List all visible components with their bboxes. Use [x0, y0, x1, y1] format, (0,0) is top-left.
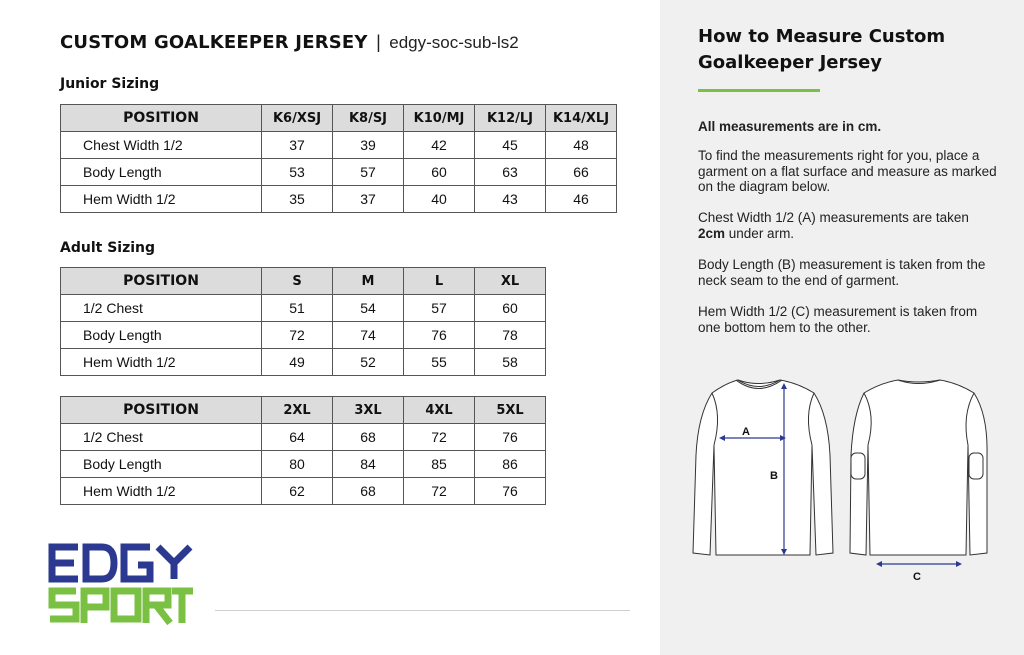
table-cell: 76 [475, 424, 546, 451]
column-header: K14/XLJ [546, 105, 617, 132]
table-cell: 72 [404, 478, 475, 505]
product-code: edgy-soc-sub-ls2 [389, 33, 519, 52]
label-a: A [742, 426, 750, 438]
guide-title: How to Measure Custom Goalkeeper Jersey [698, 26, 946, 73]
table-cell: 60 [404, 159, 475, 186]
table-header-row [61, 397, 546, 424]
row-label: Body Length [61, 159, 262, 186]
row-label: Hem Width 1/2 [61, 478, 262, 505]
column-header: POSITION [61, 105, 262, 132]
column-header: M [333, 268, 404, 295]
table-cell: 57 [404, 295, 475, 322]
label-b: B [770, 470, 778, 482]
table-cell: 51 [262, 295, 333, 322]
back-jersey-outline [850, 380, 987, 555]
column-header: K8/SJ [333, 105, 404, 132]
chest-text-end: under arm. [725, 225, 795, 241]
junior-size-table [60, 104, 617, 213]
table-header-row [61, 268, 546, 295]
column-header: L [404, 268, 475, 295]
table-row [61, 186, 617, 213]
table-cell: 76 [404, 322, 475, 349]
edgy-sport-logo [48, 543, 193, 632]
row-label: 1/2 Chest [61, 424, 262, 451]
table-cell: 43 [475, 186, 546, 213]
table-row [61, 451, 546, 478]
body-length-instruction: Body Length (B) measurement is taken from the neck seam to the end of garment. [698, 257, 986, 288]
table-cell: 46 [546, 186, 617, 213]
adult-heading: Adult Sizing [60, 240, 156, 256]
table-row [61, 159, 617, 186]
table-cell: 37 [333, 186, 404, 213]
table-cell: 35 [262, 186, 333, 213]
footer-divider [215, 610, 630, 611]
table-cell: 84 [333, 451, 404, 478]
table-row [61, 478, 546, 505]
table-cell: 60 [475, 295, 546, 322]
table-cell: 57 [333, 159, 404, 186]
table-cell: 64 [262, 424, 333, 451]
table-cell: 68 [333, 478, 404, 505]
table-cell: 54 [333, 295, 404, 322]
column-header: POSITION [61, 268, 262, 295]
table-cell: 55 [404, 349, 475, 376]
chest-text: Chest Width 1/2 (A) measurements are taken [698, 210, 969, 225]
chest-instruction [698, 210, 998, 241]
table-row [61, 349, 546, 376]
row-label: 1/2 Chest [61, 295, 262, 322]
table-cell: 66 [546, 159, 617, 186]
column-header: 4XL [404, 397, 475, 424]
product-title: CUSTOM GOALKEEPER JERSEY [60, 32, 368, 53]
front-jersey-outline [693, 380, 833, 555]
table-cell: 76 [475, 478, 546, 505]
junior-heading: Junior Sizing [60, 76, 160, 92]
column-header: K10/MJ [404, 105, 475, 132]
table-cell: 86 [475, 451, 546, 478]
row-label: Chest Width 1/2 [61, 132, 262, 159]
column-header: S [262, 268, 333, 295]
hem-instruction: Hem Width 1/2 (C) measurement is taken from one bottom hem to the other. [698, 304, 978, 335]
logo-sport-wordmark [50, 591, 193, 623]
table-row [61, 132, 617, 159]
table-cell: 53 [262, 159, 333, 186]
table-cell: 52 [333, 349, 404, 376]
logo-edgy-wordmark [52, 547, 190, 579]
jersey-diagram [688, 375, 988, 595]
table-cell: 62 [262, 478, 333, 505]
table-header-row [61, 105, 617, 132]
title-separator: | [376, 32, 381, 52]
row-label: Body Length [61, 451, 262, 478]
table-cell: 72 [404, 424, 475, 451]
column-header: 2XL [262, 397, 333, 424]
table-cell: 74 [333, 322, 404, 349]
table-cell: 72 [262, 322, 333, 349]
page-title [60, 32, 519, 53]
chest-offset: 2cm [698, 225, 726, 241]
row-label: Body Length [61, 322, 262, 349]
table-cell: 48 [546, 132, 617, 159]
intro-text: To find the measurements right for you, place a garment on a flat surface and measure as marked on the diagram below. [698, 148, 997, 194]
table-cell: 49 [262, 349, 333, 376]
row-label: Hem Width 1/2 [61, 186, 262, 213]
column-header: K12/LJ [475, 105, 546, 132]
column-header: 3XL [333, 397, 404, 424]
table-cell: 37 [262, 132, 333, 159]
table-cell: 45 [475, 132, 546, 159]
table-cell: 68 [333, 424, 404, 451]
table-cell: 63 [475, 159, 546, 186]
column-header: XL [475, 268, 546, 295]
table-cell: 42 [404, 132, 475, 159]
table-cell: 85 [404, 451, 475, 478]
table-row [61, 322, 546, 349]
label-c: C [913, 571, 921, 583]
table-cell: 40 [404, 186, 475, 213]
adult-size-table [60, 267, 546, 376]
units-note: All measurements are in cm. [698, 119, 882, 134]
column-header: POSITION [61, 397, 262, 424]
table-cell: 78 [475, 322, 546, 349]
table-row [61, 295, 546, 322]
column-header: 5XL [475, 397, 546, 424]
row-label: Hem Width 1/2 [61, 349, 262, 376]
table-cell: 58 [475, 349, 546, 376]
accent-underline [698, 89, 820, 92]
table-cell: 80 [262, 451, 333, 478]
column-header: K6/XSJ [262, 105, 333, 132]
table-cell: 39 [333, 132, 404, 159]
adult-plus-size-table [60, 396, 546, 505]
table-row [61, 424, 546, 451]
